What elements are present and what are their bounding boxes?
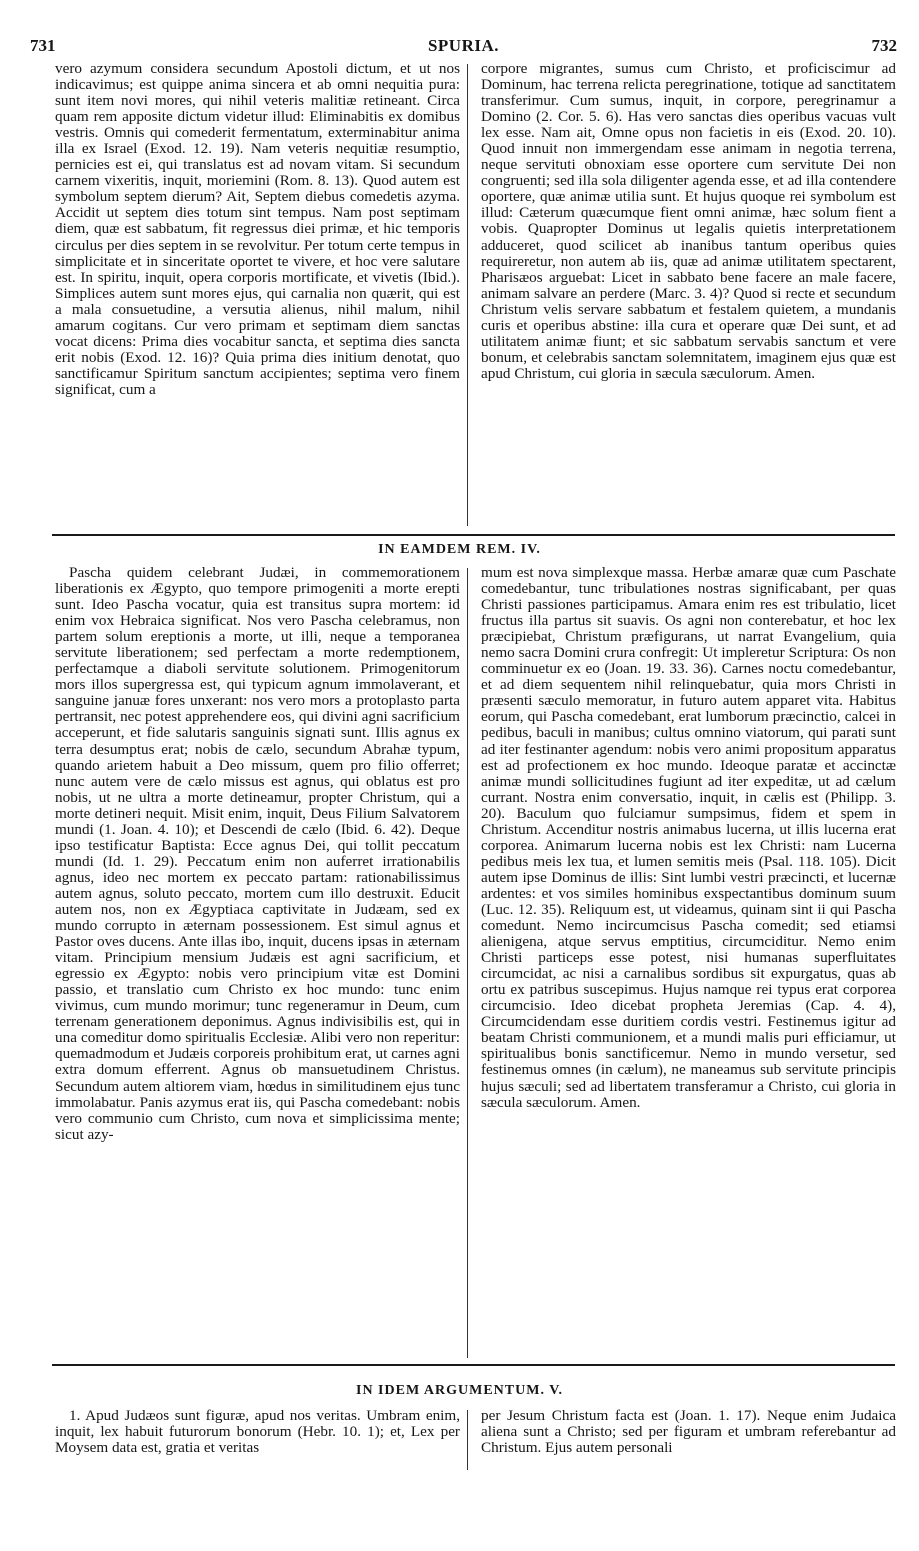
column-divider-1 [467, 64, 468, 526]
section1-right-text: corpore migrantes, sumus cum Christo, et proficiscimur ad Dominum, hac terrena relicta peregrinatione, totique ad sanctitatem transferimur. Cum sumus, inquit, in corpore, peregrinamur a Domino (2. Cor. 5. 6). Has vero sanctas dies operibus vacuas vult lex esse. Nam ait, Omne opus non facietis in eis (Exod. 20. 10). Quod innuit non immergendam esse animam in negotia terrena, neque servituti obnoxiam esse oportere cum servitute Dei non congruenti; sed illa sola diligenter agenda esse, et ad illa contendere oportere, quæ animæ utilia sunt. Et hujus quoque rei symbolum est illud: Cæterum quæcumque fient omni animæ, hæc solum fient a vobis. Quapropter Dominus ut legalis quietis interpretationem adduceret, quod scilicet ab inanibus tantum operibus quies requireretur, non autem ab iis, quæ ad animæ utilitatem spectarent, Pharisæos arguebat: Licet in sabbato bene facere an male facere, animam salvare an perdere (Marc. 3. 4)? Quod si recte et secundum Christum velis servare sabbatum et festalem quietem, a mundanis curis et operibus abstine: illa cura et operare quæ Dei sunt, et ad utilitatem animæ fiunt; et sic sabbatum servabis sanctum et vere bonum, et celebrabis sanctam solemnitatem, imaginem ejus quæ est apud Christum, cui gloria in sæcula sæculorum. Amen. [481, 61, 896, 382]
section-divider-1 [52, 534, 895, 536]
section2-right-text: mum est nova simplexque massa. Herbæ amaræ quæ cum Paschate comedebantur, tunc tribulationes nostras significabant, per quas Christi passiones participamus. Amara enim res est tribulatio, licet fructus illa partus sit suavis. Os agni non conterebatur, et hoc lex præcipiebat, Christum præfigurans, ut narrat Evangelium, quia nemo sacra Domini crura confregit: Ut impleretur Scriptura: Os non comminuetur ex eo (Joan. 19. 33. 36). Carnes noctu comedebantur, et ad diem sequentem nihil relinquebatur, quia mors Christi in præsenti sæculo memoratur, in futuro autem apparet vita. Habitus eorum, qui Pascha comedebant, erat lumborum præcinctio, calcei in pedibus, baculi in manibus; cultus omnino viatorum, qui parati sunt ad iter festinanter agendum: nobis vero animi propositum apparatus est ad profectionem ex hoc mundo. Ideoque paratæ et accinctæ animæ mundi sollicitudines fugiunt ad iter expeditæ, ut ad cælum currant. Nostra enim conversatio, inquit, in cælis est (Philipp. 3. 20). Baculum quo fulciamur sumpsimus, fidem et spem in Christum. Accenditur nostris animabus lucerna, ut illis lucerna erat corporea. Animarum lucerna nobis est lex Christi: nam Lucerna pedibus meis lex tua, et lumen semitis meis (Psal. 118. 105). Dicit autem ipse Dominus de illis: Sint lumbi vestri præcincti, et lucernæ ardentes: et vos similes hominibus exspectantibus dominum suum (Luc. 12. 35). Reliquum est, ut videamus, quinam sint ii qui Pascha comedunt. Nemo incircumcisus Pascha comedit; sed etiamsi alienigena, atque servus emptitius, circumciditur. Nemo enim Christi particeps esse potest, nisi humanas superfluitates circumcidat, ac nisi a carnalibus sordibus sit expurgatus, quas ab ortu ex patribus suscepimus. Hujus namque rei typus erat corporea circumcisio. Ideo dicebat propheta Jeremias (Cap. 4. 4), Circumcidendam esse duritiem cordis vestri. Festinemus igitur ad beatam Christi communionem, et a mundi malis puri efficiamur, ut spiritualibus bonis sanctificemur. Nemo in mundo versetur, sed festinemus omnes (in cælum), ne maneamus sub servitute principis hujus sæculi; sed ad libertatem transferamur a Christo, cui gloria in sæcula sæculorum. Amen. [481, 565, 896, 1111]
page-header [30, 32, 897, 58]
running-title: SPURIA. [427, 36, 500, 55]
section3-left-column [55, 1408, 460, 1474]
section2-left-column [55, 565, 460, 1357]
page-number-right: 732 [871, 36, 897, 55]
section2-right-column [481, 565, 896, 1357]
section2-left-text: Pascha quidem celebrant Judæi, in commemorationem liberationis ex Ægypto, quo tempore primogeniti a morte erepti sunt. Ideo Pascha vocatur, quia est transitus supra mortem: id enim vox Hebraica significat. Nos vero Pascha celebramus, non partem solum ereptionis a morte, ut illi, neque a temporanea servitute liberationem; sed perfectam a morte redemptionem, perfectamque a diaboli servitute solutionem. Primogenitorum mors illos supergressa est, qui typicum agnum immolaverant, et sanguine januæ fores unxerant: nos vero mors a protoplasto parta pertransit, nec potest apprehendere eos, qui divini agni sacrificium acceperunt, et fide salutaris sanguinis signati sunt. Illis agnus ex terra desumptus erat; nobis de cælo, secundum Abrahæ typum, quando arietem habuit a Deo missum, quem pro filio offerret; nunc autem vere de cælo missus est agnus, qui oblatus est pro nobis, ut ne ultra a morte detineamur, propter Christum, qui a morte detineri nequit. Misit enim, inquit, Deus Filium Salvatorem mundi (1. Joan. 4. 10); et Descendi de cælo (Ibid. 6. 42). Deque ipso testificatur Baptista: Ecce agnus Dei, qui tollit peccatum mundi (Id. 1. 29). Peccatum enim non auferret irrationabilis agnus, ideo nec mortem ex peccato partam: rationabilissimus autem agnus, soluto peccato, mortem cum illo destruxit. Educit autem nos, non ex Ægyptiaca captivitate in Judæam, sed ex mundo corrupto in æternam possessionem. Est simul agnus et Pastor oves ducens. Ante illas ibo, inquit, ducens ipsas in æternam vitam. Principium mensium Judæis est agni sacrificium, et egressio ex Ægypto: nobis vero principium vitæ est Domini passio, et translatio cum Christo ex hoc mundo: tunc enim vivimus, cum mundo morimur; tunc regeneramur in Deum, cum terrenam generationem deponimus. Agnus indivisibilis est, qui in una comeditur domo spiritualis Ecclesiæ. Alibi vero non reperitur: quemadmodum et Judæis corporeis prohibitum erat, ut carnes agni extra domum efferrent. Agnus ob mansuetudinem Christus. Secundum autem altiorem viam, hœdus in similitudinem ejus tunc immolabatur. Panis azymus erat iis, qui Pascha comedebant: nobis vero communio cum Christo, cum nova et simplicissima mente; sicut azy- [55, 565, 460, 1143]
section3-left-text: 1. Apud Judæos sunt figuræ, apud nos veritas. Umbram enim, inquit, lex habuit futurorum bonorum (Hebr. 10. 1); et, Lex per Moysem data est, gratia et veritas [55, 1408, 460, 1457]
section1-left-column [55, 61, 460, 526]
section1-right-column [481, 61, 896, 526]
page-number-left: 731 [30, 36, 56, 55]
section-divider-2 [52, 1364, 895, 1366]
section3-title: IN IDEM ARGUMENTUM. V. [356, 1383, 563, 1398]
section1-left-text: vero azymum considera secundum Apostoli dictum, et ut nos indicavimus; est quippe anima sincera et ab omni nequitia pura: sunt item novi mores, qui nihil veteris malitiæ retineant. Circa quam rem apposite dictum videtur illud: Eliminabitis ex domibus vestris. Omnis qui comederit fermentatum, exterminabitur anima illa ex Israel (Exod. 12. 19). Nam veteris nequitiæ resumptio, pernicies est ei, qui translatus est ad novam vitam. Si secundum carnem vixeritis, inquit, moriemini (Rom. 8. 13). Quod autem est symbolum septem dierum? Ait, Septem diebus comedetis azyma. Accidit ut septem dies totum sint tempus. Nam post septimam diem, quæ est sabbatum, fit regressus diei primæ, et hic temporis circulus per dies septem in se revolvitur. Per totum certe tempus in simplicitate et in sinceritate oportet te vivere, et hoc vere salutare est. In spiritu, inquit, opera corporis mortificate, et vivetis (Ibid.). Simplices autem sunt mores ejus, qui carnalia non quærit, qui est a mala consuetudine, a versutia alienus, nihil malum, nihil amarum cogitans. Cur vero primam et septimam diem sanctas vocat dicens: Prima dies vocabitur sancta, et septima dies sancta erit nobis (Exod. 12. 16)? Quia prima dies initium denotat, quo sanctificamur Spiritum sanctum accipientes; septima vero finem significat, cum a [55, 61, 460, 398]
section2-title: IN EAMDEM REM. IV. [378, 542, 541, 557]
column-divider-2 [467, 568, 468, 1358]
section3-right-text: per Jesum Christum facta est (Joan. 1. 17). Neque enim Judaica aliena sunt a Christo; sed per figuram et umbram referebantur ad Christum. Ejus autem personali [481, 1408, 896, 1457]
column-divider-3 [467, 1410, 468, 1470]
section3-right-column [481, 1408, 896, 1474]
